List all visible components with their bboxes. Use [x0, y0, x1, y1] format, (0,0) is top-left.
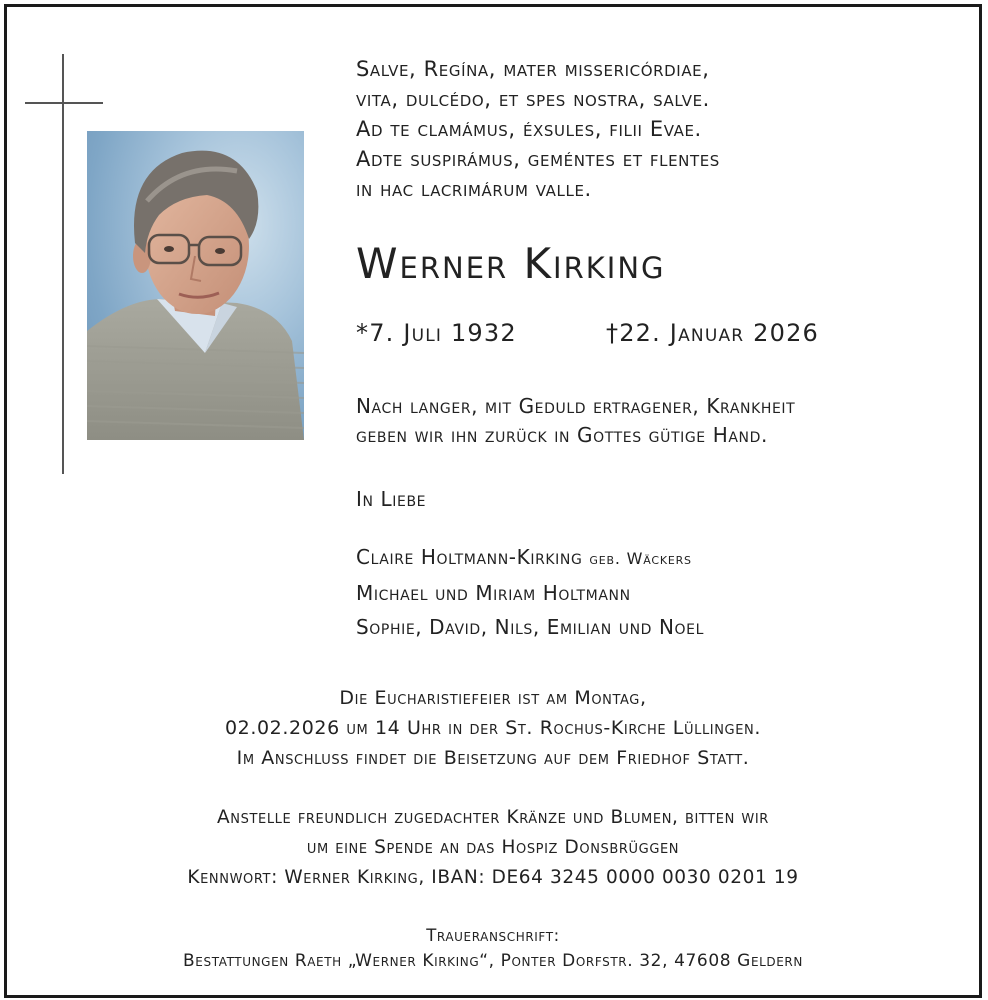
- prayer-text: [356, 54, 956, 204]
- in-love-label: In Liebe: [356, 487, 427, 511]
- cross-icon-vertical: [62, 54, 64, 474]
- donation-info: [4, 803, 982, 893]
- family-member-name: Claire Holtmann-Kirking: [356, 545, 583, 569]
- funeral-address: Bestattungen Raeth „Werner Kirking“, Ponter Dorfstr. 32, 47608 Geldern: [183, 951, 803, 971]
- donation-line: Anstelle freundlich zugedachter Kränze und Blumen, bitten wir: [217, 807, 769, 828]
- portrait-photo: [87, 131, 304, 440]
- maiden-name: geb. Wäckers: [589, 549, 692, 568]
- prayer-line: Ad te clamámus, éxsules, filii Evae.: [356, 117, 702, 141]
- service-info: [4, 683, 982, 773]
- prayer-line: in hac lacrimárum valle.: [356, 177, 592, 201]
- message-line: Nach langer, mit Geduld ertragener, Krankheit: [356, 394, 796, 418]
- service-line: Die Eucharistiefeier ist am Montag,: [339, 687, 647, 709]
- birth-date: *7. Juli 1932: [356, 319, 517, 347]
- prayer-line: Salve, Regína, mater missericórdiae,: [356, 57, 710, 81]
- service-line: 02.02.2026 um 14 Uhr in der St. Rochus-Kirche Lüllingen.: [224, 717, 762, 739]
- prayer-line: Adte suspirámus, geméntes et flentes: [356, 147, 720, 171]
- family-line: [356, 540, 704, 576]
- family-line: Michael und Miriam Holtmann: [356, 581, 631, 605]
- donation-line: Kennwort: Werner Kirking, IBAN: DE64 3245 0000 0030 0201 19: [187, 867, 799, 888]
- family-line: Sophie, David, Nils, Emilian und Noel: [356, 615, 705, 639]
- address-label: Traueranschrift:: [426, 926, 560, 945]
- deceased-name: Werner Kirking: [356, 239, 666, 288]
- family-list: [356, 540, 704, 644]
- farewell-message: [356, 392, 795, 450]
- cross-icon-horizontal: [25, 102, 103, 104]
- service-line: Im Anschluss findet die Beisetzung auf dem Friedhof Statt.: [236, 747, 750, 769]
- death-date: †22. Januar 2026: [606, 319, 820, 347]
- donation-line: um eine Spende an das Hospiz Donsbrüggen: [306, 837, 680, 858]
- message-line: geben wir ihn zurück in Gottes gütige Hand.: [356, 423, 768, 447]
- prayer-line: vita, dulcédo, et spes nostra, salve.: [356, 87, 710, 111]
